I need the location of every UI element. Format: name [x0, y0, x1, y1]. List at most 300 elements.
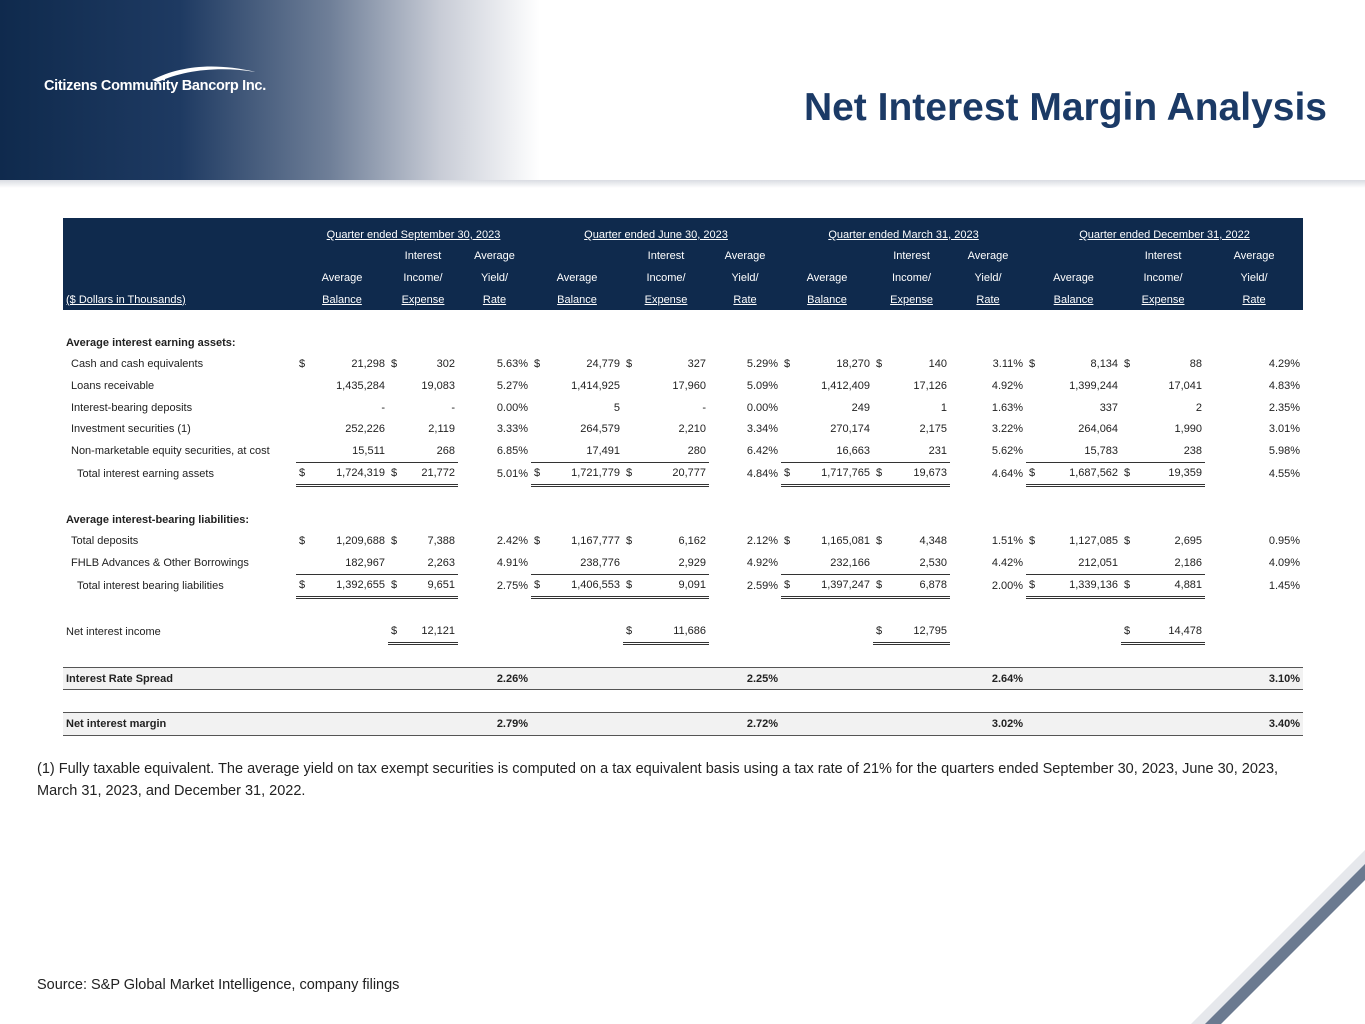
amount: 1,165,081 [821, 535, 871, 548]
amount: 249 [851, 401, 871, 414]
cell-value: 3.10% [1205, 667, 1303, 690]
amount: 1,127,085 [1069, 535, 1119, 548]
total-row [63, 574, 1303, 598]
cell-value: 6.85% [496, 444, 529, 457]
units-label: ($ Dollars in Thousands) [63, 289, 296, 311]
section-label: Average interest earning assets: [66, 336, 236, 349]
net-interest-income-row [63, 621, 1303, 644]
amount: 1,399,244 [1069, 379, 1119, 392]
cell-value [1026, 375, 1121, 397]
cell-empty [873, 667, 950, 690]
cell-empty [1205, 621, 1303, 644]
row-label: Net interest margin [63, 713, 296, 736]
cell-value [1121, 574, 1205, 598]
column-header: Average [709, 246, 781, 268]
section-row [63, 509, 1303, 531]
dollar-sign: $ [1124, 625, 1131, 638]
cell-value [1121, 375, 1205, 397]
dollar-sign: $ [391, 535, 398, 548]
column-header: Yield/ [950, 267, 1026, 289]
dollar-sign: $ [534, 467, 541, 480]
dollar-sign: $ [784, 535, 791, 548]
column-header: Average [1205, 246, 1303, 268]
column-header: Balance [296, 289, 388, 311]
header-row-3 [63, 289, 1303, 311]
cell-value [531, 418, 623, 440]
cell-value [1121, 552, 1205, 574]
cell-value [781, 418, 873, 440]
dollar-sign: $ [784, 579, 791, 592]
dollar-sign: $ [876, 625, 883, 638]
cell-value: 3.33% [496, 423, 529, 436]
cell-value: 2.79% [458, 713, 531, 736]
cell-value [873, 462, 950, 486]
cell-empty [1121, 713, 1205, 736]
cell-value: 5.27% [496, 379, 529, 392]
amount: 14,478 [1168, 625, 1203, 638]
cell-value [1026, 354, 1121, 376]
column-header: Expense [1121, 289, 1205, 311]
amount: 17,041 [1168, 379, 1203, 392]
cell-value: 1.51% [991, 535, 1024, 548]
amount: 8,134 [1090, 358, 1119, 371]
cell-empty [1026, 621, 1121, 644]
cell-value: 2.72% [709, 713, 781, 736]
amount: 2,695 [1174, 535, 1203, 548]
row-label: Interest-bearing deposits [71, 401, 193, 414]
cell-value [296, 418, 388, 440]
cell-value [873, 418, 950, 440]
column-header [781, 246, 873, 268]
dollar-sign: $ [1029, 467, 1036, 480]
amount: 2,119 [428, 423, 455, 436]
cell-value [388, 354, 458, 376]
cell-empty [531, 713, 623, 736]
amount: 1,990 [1174, 423, 1203, 436]
cell-empty [623, 713, 709, 736]
amount: 21,298 [351, 358, 385, 371]
dollar-sign: $ [391, 467, 398, 480]
cell-value [1026, 462, 1121, 486]
cell-value [388, 574, 458, 598]
amount: 182,967 [345, 556, 385, 569]
amount: - [451, 401, 455, 414]
amount: 4,348 [919, 535, 948, 548]
amount: 4,881 [1174, 579, 1203, 592]
column-header: Average [296, 267, 388, 289]
table-row [63, 418, 1303, 440]
cell-value: 3.02% [950, 713, 1026, 736]
cell-value [873, 354, 950, 376]
amount: 17,126 [913, 379, 948, 392]
cell-value [623, 621, 709, 644]
column-header [1026, 246, 1121, 268]
amount: 140 [928, 358, 948, 371]
cell-value [296, 462, 388, 486]
column-header: Yield/ [709, 267, 781, 289]
cell-value: 2.59% [746, 579, 779, 592]
amount: 2 [1195, 401, 1203, 414]
cell-value: 4.92% [991, 379, 1024, 392]
cell-value: 2.26% [458, 667, 531, 690]
column-header: Interest [1121, 246, 1205, 268]
cell-value: 6.42% [746, 444, 779, 457]
row-label: Cash and cash equivalents [71, 358, 204, 371]
dollar-sign: $ [626, 467, 633, 480]
cell-value: 3.40% [1205, 713, 1303, 736]
cell-value [623, 440, 709, 462]
cell-value [623, 418, 709, 440]
cell-empty [781, 621, 873, 644]
cell-value [531, 440, 623, 462]
amount: 18,270 [836, 358, 871, 371]
amount: 88 [1189, 358, 1203, 371]
amount: 232,166 [830, 556, 871, 569]
column-header: Income/ [1121, 267, 1205, 289]
cell-value [1121, 530, 1205, 552]
table-body [63, 310, 1303, 735]
cell-value [873, 574, 950, 598]
cell-value [623, 397, 709, 419]
amount: 337 [1099, 401, 1119, 414]
corner-accent [1165, 824, 1365, 1024]
cell-value [1026, 440, 1121, 462]
cell-value [1026, 397, 1121, 419]
cell-value: 2.12% [746, 535, 779, 548]
cell-value [873, 397, 950, 419]
amount: 1,406,553 [571, 579, 621, 592]
section-label: Average interest-bearing liabilities: [66, 513, 249, 526]
cell-value [781, 354, 873, 376]
amount: 2,175 [919, 423, 948, 436]
interest-rate-spread-row [63, 667, 1303, 690]
cell-value [388, 462, 458, 486]
amount: 1,167,777 [571, 535, 621, 548]
cell-value: 4.83% [1268, 379, 1301, 392]
column-header: Rate [1205, 289, 1303, 311]
cell-value [388, 552, 458, 574]
amount: 2,929 [678, 556, 707, 569]
row-label: FHLB Advances & Other Borrowings [71, 556, 249, 569]
amount: 1,397,247 [821, 579, 871, 592]
cell-value [781, 397, 873, 419]
cell-value [531, 552, 623, 574]
table-row [63, 552, 1303, 574]
table-row [63, 440, 1303, 462]
cell-value: 2.25% [709, 667, 781, 690]
amount: - [381, 401, 385, 414]
amount: 2,263 [427, 556, 455, 569]
cell-value [296, 397, 388, 419]
amount: 1,717,765 [821, 467, 871, 480]
amount: 17,491 [586, 444, 621, 457]
table-row [63, 375, 1303, 397]
cell-value [623, 530, 709, 552]
cell-value [531, 397, 623, 419]
dollar-sign: $ [626, 579, 633, 592]
row-label: Interest Rate Spread [63, 667, 296, 690]
cell-value: 1.63% [991, 401, 1024, 414]
cell-value: 0.00% [496, 401, 529, 414]
column-header: Rate [950, 289, 1026, 311]
page-title: Net Interest Margin Analysis [803, 86, 1327, 129]
row-label: Total deposits [71, 535, 139, 548]
column-header: Average [781, 267, 873, 289]
dollar-sign: $ [299, 358, 306, 371]
cell-value [1026, 574, 1121, 598]
cell-value [1121, 354, 1205, 376]
cell-empty [296, 667, 388, 690]
column-header: Balance [781, 289, 873, 311]
cell-value: 4.84% [746, 467, 779, 480]
dollar-sign: $ [784, 358, 791, 371]
row-label: Total interest earning assets [77, 467, 214, 480]
cell-value [1026, 418, 1121, 440]
logo-text: Citizens Community Bancorp Inc. [44, 78, 266, 94]
row-label: Net interest income [66, 626, 161, 639]
dollar-sign: $ [299, 579, 306, 592]
amount: 24,779 [586, 358, 621, 371]
amount: 238 [1183, 444, 1203, 457]
cell-value [388, 621, 458, 644]
cell-value: 3.34% [746, 423, 779, 436]
amount: 327 [687, 358, 707, 371]
table-row [63, 397, 1303, 419]
amount: 1,721,779 [571, 467, 621, 480]
column-header: Average [458, 246, 531, 268]
dollar-sign: $ [876, 535, 883, 548]
cell-value: 4.42% [991, 556, 1024, 569]
dollar-sign: $ [1124, 535, 1131, 548]
cell-empty [1121, 667, 1205, 690]
amount: 264,064 [1078, 423, 1119, 436]
cell-value [781, 440, 873, 462]
amount: 6,162 [678, 535, 707, 548]
column-header: Income/ [388, 267, 458, 289]
cell-value [296, 354, 388, 376]
row-label: Total interest bearing liabilities [77, 579, 224, 592]
amount: 1,339,136 [1069, 579, 1119, 592]
amount: 5 [613, 401, 621, 414]
amount: 15,783 [1084, 444, 1119, 457]
cell-empty [709, 621, 781, 644]
amount: 1,209,688 [336, 535, 385, 548]
amount: 238,776 [580, 556, 621, 569]
footnote: (1) Fully taxable equivalent. The average yield on tax exempt securities is computed on a tax equivalent basis using a tax rate of 21% for the quarters ended September 30, 2023, June 30, 2023, March 31, 2023, and December 31, 2022. [37, 761, 1279, 799]
cell-value: 4.64% [991, 467, 1024, 480]
cell-value: 2.35% [1268, 401, 1301, 414]
cell-value [1121, 440, 1205, 462]
period-header: Quarter ended September 30, 2023 [296, 218, 531, 246]
row-label: Investment securities (1) [71, 423, 191, 436]
cell-value: 3.01% [1268, 423, 1301, 436]
column-header: Rate [709, 289, 781, 311]
amount: 252,226 [345, 423, 385, 436]
column-header: Income/ [623, 267, 709, 289]
table-row [63, 354, 1303, 376]
dollar-sign: $ [1124, 579, 1131, 592]
cell-value [296, 552, 388, 574]
cell-value [873, 530, 950, 552]
amount: 2,530 [919, 556, 948, 569]
cell-value: 0.00% [746, 401, 779, 414]
cell-value [781, 530, 873, 552]
amount: 270,174 [830, 423, 871, 436]
cell-empty [781, 713, 873, 736]
column-header: Expense [623, 289, 709, 311]
cell-value: 2.42% [496, 535, 529, 548]
column-header: Income/ [873, 267, 950, 289]
cell-value [623, 375, 709, 397]
cell-value [388, 397, 458, 419]
amount: 19,083 [421, 379, 455, 392]
column-header: Average [531, 267, 623, 289]
amount: 231 [928, 444, 948, 457]
source-note: Source: S&P Global Market Intelligence, company filings [37, 977, 400, 993]
cell-value: 5.01% [496, 467, 529, 480]
dollar-sign: $ [626, 358, 633, 371]
dollar-sign: $ [534, 535, 541, 548]
cell-value: 2.64% [950, 667, 1026, 690]
cell-value [781, 462, 873, 486]
cell-value [296, 375, 388, 397]
column-header: Yield/ [1205, 267, 1303, 289]
column-header [531, 246, 623, 268]
cell-value: 5.09% [746, 379, 779, 392]
cell-value [873, 552, 950, 574]
dollar-sign: $ [534, 579, 541, 592]
header-row-2 [63, 267, 1303, 289]
table-header [63, 218, 1303, 310]
amount: 1,414,925 [571, 379, 621, 392]
cell-value [623, 462, 709, 486]
nim-table [63, 218, 1303, 736]
amount: 20,777 [672, 467, 707, 480]
amount: 212,051 [1078, 556, 1119, 569]
nim-table-container [63, 218, 1303, 736]
amount: 1,392,655 [336, 579, 385, 592]
cell-value [1121, 462, 1205, 486]
amount: 21,772 [421, 467, 455, 480]
cell-empty [623, 667, 709, 690]
cell-value [388, 418, 458, 440]
cell-value [623, 354, 709, 376]
amount: 302 [436, 358, 455, 371]
amount: 12,121 [421, 625, 455, 638]
column-header: Average [1026, 267, 1121, 289]
total-row [63, 462, 1303, 486]
company-logo [44, 64, 274, 104]
amount: 15,511 [352, 444, 385, 457]
header-row-1 [63, 246, 1303, 268]
cell-value: 3.11% [992, 358, 1024, 371]
column-header: Interest [873, 246, 950, 268]
cell-value [781, 574, 873, 598]
period-header: Quarter ended March 31, 2023 [781, 218, 1026, 246]
table-row [63, 530, 1303, 552]
header-shadow [0, 180, 1365, 188]
cell-empty [531, 621, 623, 644]
cell-empty [1026, 713, 1121, 736]
cell-value: 4.92% [746, 556, 779, 569]
cell-value [1121, 418, 1205, 440]
cell-empty [531, 667, 623, 690]
column-header: Yield/ [458, 267, 531, 289]
cell-value: 4.09% [1268, 556, 1301, 569]
cell-value: 2.75% [496, 579, 529, 592]
net-interest-margin-row [63, 713, 1303, 736]
cell-value: 0.95% [1268, 535, 1301, 548]
dollar-sign: $ [876, 467, 883, 480]
dollar-sign: $ [299, 467, 306, 480]
cell-value [296, 440, 388, 462]
row-label: Non-marketable equity securities, at cost [71, 444, 270, 457]
cell-value [296, 574, 388, 598]
row-label: Loans receivable [71, 379, 155, 392]
dollar-sign: $ [534, 358, 541, 371]
amount: 1 [940, 401, 948, 414]
dollar-sign: $ [299, 535, 306, 548]
amount: 12,795 [913, 625, 948, 638]
amount: 19,673 [913, 467, 948, 480]
section-row [63, 332, 1303, 354]
amount: 2,210 [678, 423, 707, 436]
amount: - [702, 401, 707, 414]
cell-empty [388, 713, 458, 736]
dollar-sign: $ [1124, 358, 1131, 371]
cell-value: 4.55% [1268, 467, 1301, 480]
dollar-sign: $ [626, 535, 633, 548]
cell-value: 5.98% [1268, 444, 1301, 457]
amount: 9,651 [427, 579, 455, 592]
dollar-sign: $ [876, 579, 883, 592]
column-header: Interest [388, 246, 458, 268]
cell-empty [950, 621, 1026, 644]
cell-value [873, 440, 950, 462]
cell-value: 1.45% [1268, 579, 1301, 592]
dollar-sign: $ [784, 467, 791, 480]
dollar-sign: $ [1029, 535, 1036, 548]
cell-value [623, 574, 709, 598]
cell-value [531, 530, 623, 552]
dollar-sign: $ [391, 625, 398, 638]
column-header: Interest [623, 246, 709, 268]
cell-value: 4.91% [496, 556, 529, 569]
cell-empty [296, 713, 388, 736]
cell-value [623, 552, 709, 574]
amount: 268 [436, 444, 455, 457]
dollar-sign: $ [1029, 358, 1036, 371]
cell-value: 4.29% [1268, 358, 1301, 371]
period-header: Quarter ended December 31, 2022 [1026, 218, 1303, 246]
cell-empty [458, 621, 531, 644]
amount: 7,388 [427, 535, 455, 548]
cell-value [531, 354, 623, 376]
column-header: Balance [531, 289, 623, 311]
dollar-sign: $ [391, 579, 398, 592]
dollar-sign: $ [876, 358, 883, 371]
cell-empty [1026, 667, 1121, 690]
cell-value [388, 375, 458, 397]
cell-value: 2.00% [991, 579, 1024, 592]
amount: 280 [687, 444, 707, 457]
amount: 1,412,409 [821, 379, 871, 392]
amount: 1,687,562 [1069, 467, 1119, 480]
cell-value [1026, 530, 1121, 552]
cell-value [531, 574, 623, 598]
amount: 6,878 [919, 579, 948, 592]
dollar-sign: $ [1124, 467, 1131, 480]
